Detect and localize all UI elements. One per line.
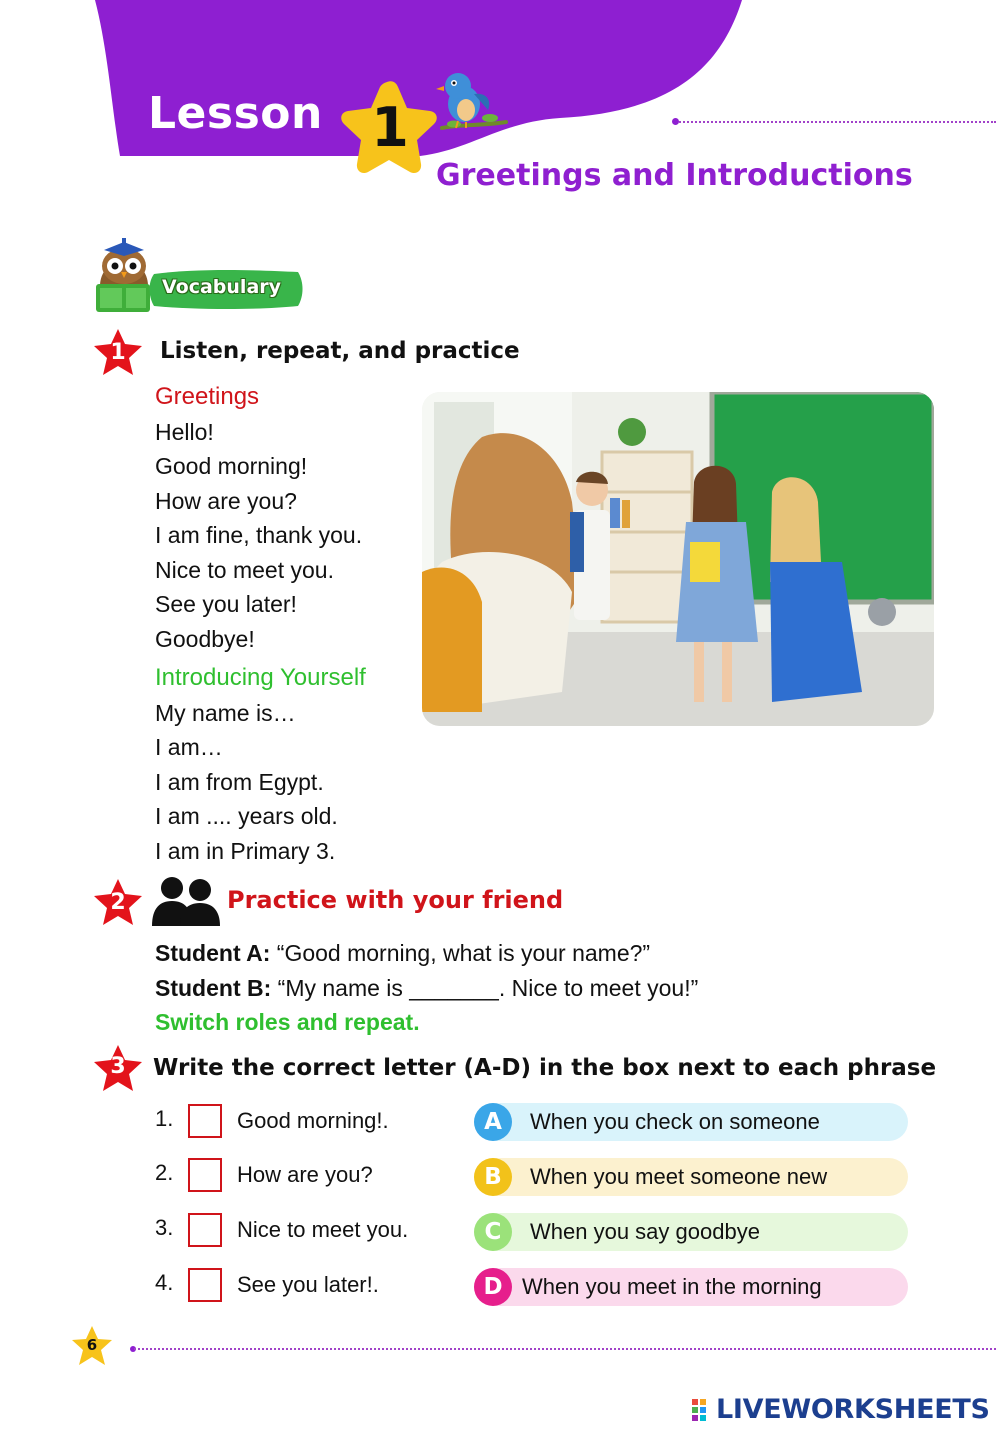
option-a	[474, 1103, 908, 1141]
option-letter: B	[474, 1158, 512, 1196]
people-icon	[152, 876, 220, 926]
question-text: Nice to meet you.	[237, 1217, 409, 1242]
option-b	[474, 1158, 908, 1196]
answer-box[interactable]	[188, 1158, 222, 1192]
option-c	[474, 1213, 908, 1251]
student-a-text: “Good morning, what is your name?”	[276, 940, 651, 966]
section-3-number: 3	[110, 1054, 126, 1079]
lesson-title: Greetings and Introductions	[436, 158, 913, 193]
student-b-line	[155, 971, 698, 1006]
student-a-line	[155, 936, 698, 971]
section-3-heading: Write the correct letter (A-D) in the box next to each phrase	[153, 1055, 937, 1081]
option-letter: D	[474, 1268, 512, 1306]
question-number: 2.	[155, 1160, 174, 1185]
vocabulary-list	[155, 380, 366, 868]
option-text: When you meet in the morning	[522, 1274, 822, 1299]
greetings-title: Greetings	[155, 383, 260, 410]
answer-box[interactable]	[188, 1213, 222, 1247]
lesson-word: Lesson	[148, 88, 323, 139]
answer-box[interactable]	[188, 1268, 222, 1302]
section-1-heading: Listen, repeat, and practice	[160, 338, 520, 364]
greeting-item: Goodbye!	[155, 625, 255, 652]
question-number: 4.	[155, 1270, 174, 1295]
section-2-number: 2	[110, 890, 126, 915]
intro-item: I am from Egypt.	[155, 768, 324, 795]
greeting-item: Good morning!	[155, 453, 308, 479]
question-number: 3.	[155, 1215, 174, 1240]
student-b-label: Student B:	[155, 974, 272, 1001]
dialog-block	[155, 936, 698, 1040]
option-d	[474, 1268, 908, 1306]
question-text: Good morning!.	[237, 1108, 389, 1133]
page-number: 6	[86, 1336, 98, 1354]
lesson-number: 1	[371, 96, 409, 159]
question-text: See you later!.	[237, 1272, 379, 1297]
greeting-item: Hello!	[155, 418, 214, 445]
section-2-heading: Practice with your friend	[227, 886, 564, 914]
switch-roles-text: Switch roles and repeat.	[155, 1009, 420, 1035]
greeting-item: Nice to meet you.	[155, 556, 334, 583]
student-a-label: Student A:	[155, 940, 271, 966]
intro-item: I am…	[155, 734, 223, 760]
liveworksheets-brand: LIVEWORKSHEETS	[716, 1394, 990, 1425]
greeting-item: I am fine, thank you.	[155, 522, 363, 548]
option-text: When you say goodbye	[530, 1219, 760, 1244]
option-letter: C	[474, 1213, 512, 1251]
liveworksheets-logo-icon	[692, 1399, 714, 1421]
intro-item: I am .... years old.	[155, 803, 338, 829]
greeting-item: How are you?	[155, 487, 297, 514]
question-row	[155, 1213, 475, 1253]
header-dotted-line	[676, 121, 996, 123]
option-text: When you meet someone new	[530, 1164, 828, 1189]
question-number: 1.	[155, 1106, 174, 1131]
bird-icon	[430, 66, 510, 146]
option-text: When you check on someone	[530, 1109, 820, 1134]
intro-item: I am in Primary 3.	[155, 837, 336, 864]
section-1-number: 1	[110, 340, 126, 365]
greeting-item: See you later!	[155, 591, 297, 617]
question-text: How are you?	[237, 1162, 373, 1187]
footer-dotted-line	[134, 1348, 996, 1350]
student-b-text: “My name is _______. Nice to meet you!”	[277, 974, 699, 1001]
answer-box[interactable]	[188, 1104, 222, 1138]
header-dot	[672, 118, 679, 125]
option-letter: A	[474, 1103, 512, 1141]
question-row	[155, 1158, 475, 1198]
vocabulary-label: Vocabulary	[162, 276, 282, 298]
intro-item: My name is…	[155, 699, 296, 726]
question-row	[155, 1268, 475, 1308]
intro-title: Introducing Yourself	[155, 664, 366, 691]
classroom-photo	[422, 392, 934, 726]
question-row	[155, 1104, 475, 1144]
